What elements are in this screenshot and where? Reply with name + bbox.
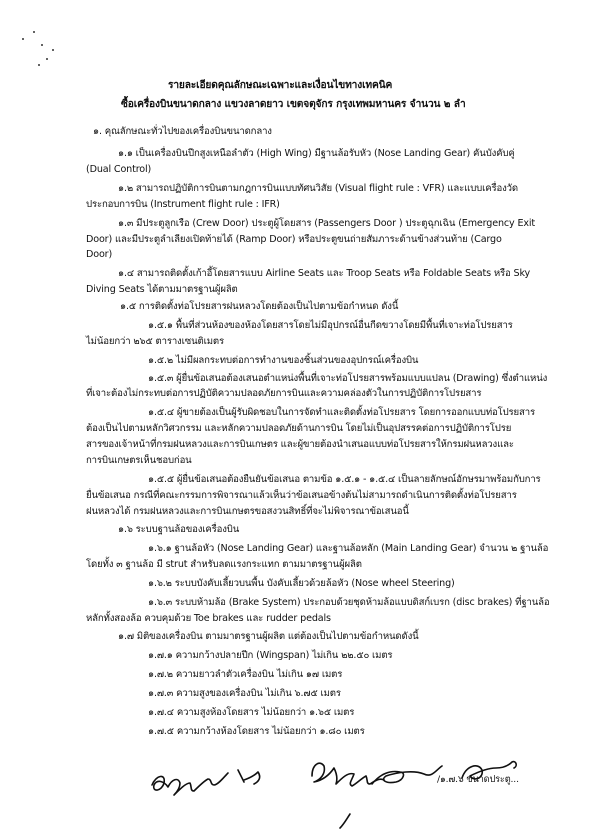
- body-line: ๑.๗ มิติของเครื่องบิน ตามมาตรฐานผู้ผลิต แต่ต้องเป็นไปตามข้อกำหนดดังนี้: [118, 631, 419, 642]
- signature-mark: [340, 814, 350, 828]
- body-line: ไม่น้อยกว่า ๒๖๕ ตารางเซนติเมตร: [86, 336, 224, 347]
- body-line: ต้องเป็นไปตามหลักวิศวกรรม และหลักความปลอดภัยด้านการบิน โดยไม่เป็นอุปสรรคต่อการปฏิบัติการโปรย: [86, 423, 512, 434]
- doc-subtitle: ซื้อเครื่องบินขนาดกลาง แขวงลาดยาว เขตจตุจักร กรุงเทพมหานคร จำนวน ๒ ลำ: [121, 99, 466, 110]
- signature-4: [372, 766, 442, 784]
- body-line: ๑.๕.๕ ผู้ยื่นข้อเสนอต้องยืนยันข้อเสนอ ตามข้อ ๑.๕.๑ - ๑.๕.๔ เป็นลายลักษณ์อักษรมาพร้อมกับการ: [148, 474, 541, 485]
- signature-2: [238, 770, 260, 784]
- body-line: สารของเจ้าหน้าที่กรมฝนหลวงและการบินเกษตร และผู้ขายต้องนำเสนอแบบท่อโปรยสารให้กรมฝนหลวงและ: [86, 439, 514, 450]
- body-line: หลักทั้งสองล้อ ควบคุมด้วย Toe brakes และ rudder pedals: [86, 613, 331, 624]
- section-heading: ๑. คุณลักษณะทั่วไปของเครื่องบินขนาดกลาง: [93, 126, 272, 137]
- body-line: ๑.๒ สามารถปฏิบัติการบินตามกฎการบินแบบทัศนวิสัย (Visual flight rule : VFR) และแบบเครื่องวัด: [118, 183, 518, 194]
- body-line: ๑.๕ การติดตั้งท่อโปรยสารฝนหลวงโดยต้องเป็นไปตามข้อกำหนด ดังนี้: [120, 301, 399, 312]
- body-line: ๑.๕.๒ ไม่มีผลกระทบต่อการทำงานของชิ้นส่วนของอุปกรณ์เครื่องบิน: [148, 355, 419, 366]
- body-line: ๑.๗.๕ ความกว้างห้องโดยสาร ไม่น้อยกว่า ๑.๘๐ เมตร: [148, 726, 365, 737]
- continued-note: /๑.๗.๖ ขนาดประตู...: [437, 774, 519, 785]
- body-line: Diving Seats ได้ตามมาตรฐานผู้ผลิต: [86, 284, 238, 295]
- doc-title: รายละเอียดคุณลักษณะเฉพาะและเงื่อนไขทางเทคนิค: [168, 80, 393, 91]
- body-line: ๑.๖.๑ ฐานล้อหัว (Nose Landing Gear) และฐานล้อหลัก (Main Landing Gear) จำนวน ๒ ฐานล้อ: [148, 543, 549, 554]
- body-line: ๑.๖.๒ ระบบบังคับเลี้ยวบนพื้น บังคับเลี้ยวด้วยล้อหัว (Nose wheel Steering): [148, 578, 455, 589]
- signature-1: [152, 773, 228, 795]
- body-line: ๑.๖ ระบบฐานล้อของเครื่องบิน: [118, 524, 240, 535]
- body-line: ๑.๑ เป็นเครื่องบินปีกสูงเหนือลำตัว (High Wing) มีฐานล้อรับหัว (Nose Landing Gear) คันบังคับคู่: [118, 148, 515, 159]
- body-line: ๑.๔ สามารถติดตั้งเก้าอี้โดยสารแบบ Airline Seats และ Troop Seats หรือ Foldable Seats หรือ Sky: [118, 268, 531, 279]
- body-line: ๑.๗.๑ ความกว้างปลายปีก (Wingspan) ไม่เกิน ๒๒.๕๐ เมตร: [148, 650, 393, 661]
- body-line: การบินเกษตรเห็นชอบก่อน: [86, 455, 192, 466]
- body-line: (Dual Control): [86, 164, 152, 175]
- body-line: ๑.๓ มีประตูลูกเรือ (Crew Door) ประตูผู้โดยสาร (Passengers Door ) ประตูฉุกเฉิน (Emergency Exit: [118, 218, 536, 229]
- body-line: Door) และมีประตูลำเลียงเปิดท้ายได้ (Ramp Door) หรือประตูขนถ่ายสัมภาระด้านข้างส่วนท้าย (Cargo: [86, 234, 502, 245]
- body-line: Door): [86, 249, 113, 260]
- body-line: โดยทั้ง ๓ ฐานล้อ มี strut สำหรับลดแรงกระแทก ตามมาตรฐานผู้ผลิต: [86, 559, 362, 570]
- body-line: ๑.๖.๓ ระบบห้ามล้อ (Brake System) ประกอบด้วยชุดห้ามล้อแบบดิสก์เบรก (disc brakes) ที่ฐานล้อ: [148, 597, 550, 608]
- body-line: ๑.๗.๔ ความสูงห้องโดยสาร ไม่น้อยกว่า ๑.๖๕ เมตร: [148, 707, 355, 718]
- body-line: ๑.๕.๑ พื้นที่ส่วนห้องของห้องโดยสารโดยไม่มีอุปกรณ์อื่นกีดขวางโดยมีพื้นที่เจาะท่อโปรยสาร: [148, 320, 513, 331]
- body-line: ๑.๕.๓ ผู้ยื่นข้อเสนอต้องเสนอตำแหน่งพื้นที่เจาะท่อโปรยสารพร้อมแบบแปลน (Drawing) ซึ่งตำแหน่ง: [148, 373, 548, 384]
- body-line: ฝนหลวงได้ กรมฝนหลวงและการบินเกษตรขอสงวนสิทธิ์ที่จะไม่พิจารณาข้อเสนอนี้: [86, 506, 409, 517]
- body-line: ๑.๗.๒ ความยาวลำตัวเครื่องบิน ไม่เกิน ๑๗ เมตร: [148, 669, 343, 680]
- body-line: ๑.๕.๔ ผู้ขายต้องเป็นผู้รับผิดชอบในการจัดทำและติดตั้งท่อโปรยสาร โดยการออกแบบท่อโปรยสาร: [148, 407, 535, 418]
- body-line: ๑.๗.๓ ความสูงของเครื่องบิน ไม่เกิน ๖.๗๕ เมตร: [148, 688, 341, 699]
- body-line: ประกอบการบิน (Instrument flight rule : IFR): [86, 199, 280, 210]
- body-line: ยื่นข้อเสนอ กรณีที่คณะกรรมการพิจารณาแล้วเห็นว่าข้อเสนอข้างต้นไม่สามารถดำเนินการติดตั้งท่อโปรยสาร: [86, 490, 517, 501]
- body-line: ที่เจาะต้องไม่กระทบต่อการปฏิบัติความปลอดภัยการบินและความคล่องตัวในการปฏิบัติการโปรยสาร: [86, 388, 482, 399]
